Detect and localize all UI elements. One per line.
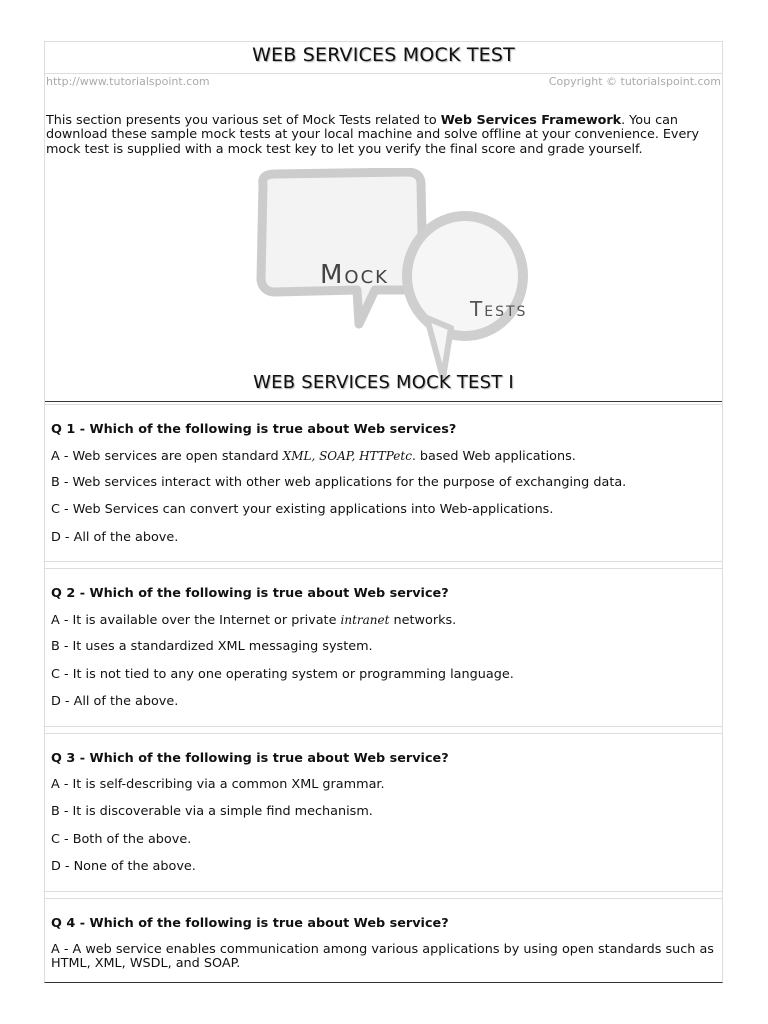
document-page bbox=[44, 41, 723, 983]
option-a[interactable] bbox=[51, 613, 716, 628]
option-italic-text: XML, SOAP, HTTPetc. bbox=[282, 449, 416, 463]
question-block-1 bbox=[45, 404, 722, 562]
right-bubble-tail bbox=[427, 318, 451, 378]
meta-row bbox=[45, 73, 722, 90]
mock-test-title: WEB SERVICES MOCK TEST I bbox=[45, 371, 722, 402]
option-text-after: based Web applications. bbox=[415, 449, 576, 464]
option-text-after: networks. bbox=[389, 613, 457, 628]
logo-word-tests: Tests bbox=[470, 297, 528, 321]
option-b[interactable]: B - It is discoverable via a simple find mechanism. bbox=[51, 804, 373, 819]
logo-word-mock: Mock bbox=[320, 260, 389, 290]
option-a[interactable]: A - A web service enables communication among various applications by using open standards such as HTML, XML, WSDL, and SOAP. bbox=[51, 942, 714, 972]
site-url-link[interactable]: http://www.tutorialspoint.com bbox=[46, 75, 210, 88]
question-title: Q 2 - Which of the following is true about Web service? bbox=[51, 586, 449, 601]
option-c[interactable]: C - Web Services can convert your existing applications into Web-applications. bbox=[51, 502, 554, 517]
option-c[interactable]: C - It is not tied to any one operating system or programming language. bbox=[51, 667, 514, 682]
intro-text-before: This section presents you various set of Mock Tests related to bbox=[46, 113, 441, 128]
question-block-4 bbox=[45, 898, 722, 982]
copyright-text: Copyright © tutorialspoint.com bbox=[548, 75, 721, 88]
intro-paragraph bbox=[46, 114, 722, 157]
question-block-3 bbox=[45, 733, 722, 892]
option-d[interactable]: D - None of the above. bbox=[51, 859, 196, 874]
question-title: Q 3 - Which of the following is true about Web service? bbox=[51, 751, 449, 766]
page-title: WEB SERVICES MOCK TEST bbox=[45, 42, 722, 74]
option-italic-text: intranet bbox=[340, 613, 390, 627]
option-a[interactable]: A - It is self-describing via a common XML grammar. bbox=[51, 777, 385, 792]
option-d[interactable]: D - All of the above. bbox=[51, 694, 179, 709]
option-d[interactable]: D - All of the above. bbox=[51, 530, 179, 545]
option-b[interactable]: B - Web services interact with other web applications for the purpose of exchanging data. bbox=[51, 475, 627, 490]
question-title: Q 4 - Which of the following is true about Web service? bbox=[51, 916, 449, 931]
question-title: Q 1 - Which of the following is true about Web services? bbox=[51, 422, 457, 437]
mock-tests-logo bbox=[235, 168, 535, 378]
intro-text-after: . You can download these sample mock tests at your local machine and solve offline at your convenience. Every mock test is supplied with a mock test key to let you verify the final score and grade yourself. bbox=[46, 113, 699, 157]
option-b[interactable]: B - It uses a standardized XML messaging system. bbox=[51, 639, 373, 654]
option-text: A - It is available over the Internet or private bbox=[51, 613, 341, 628]
left-bubble-shape bbox=[261, 172, 423, 324]
option-a[interactable] bbox=[51, 449, 716, 464]
question-block-2 bbox=[45, 568, 722, 727]
option-c[interactable]: C - Both of the above. bbox=[51, 832, 192, 847]
option-text: A - Web services are open standard bbox=[51, 449, 283, 464]
intro-bold-term: Web Services Framework bbox=[440, 113, 622, 128]
